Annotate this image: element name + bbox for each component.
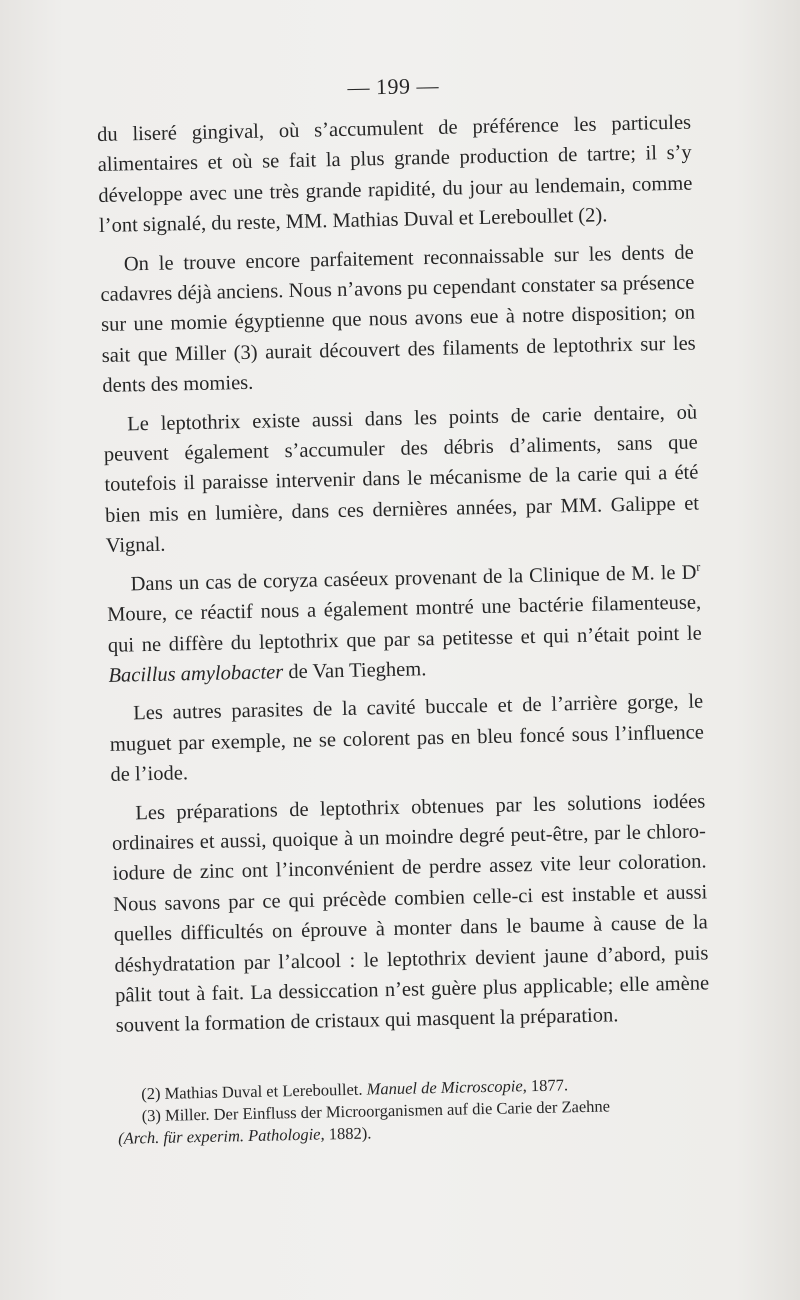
species-name: Bacillus amylobacter bbox=[108, 661, 284, 687]
footnote-3: (3) Miller. Der Einfluss der Microorganismen auf die Carie der Zaehne bbox=[141, 1096, 611, 1126]
page-number: — 199 — bbox=[347, 72, 440, 100]
paragraph-4-start: Dans un cas de coryza caséeux provenant de la Clinique de M. le D bbox=[130, 561, 697, 596]
paragraph-4-middle: Moure, ce réactif nous a également montré une bactérie filamenteuse, qui ne diffère du leptothrix que par sa petitesse et qui n’était point le bbox=[106, 591, 702, 657]
footnotes bbox=[117, 1071, 712, 1149]
footnote-2-text: (2) Mathias Duval et Lereboullet. bbox=[141, 1079, 367, 1104]
paragraph-2: On le trouve encore parfaitement reconnaissable sur les dents de cadavres déjà anciens. Nous n’avons pu cependant constater sa présence sur une momie égyptienne que nous avons eue à notre disposition; on sait que Miller (3) aurait découvert des filaments de leptothrix sur les dents des momies. bbox=[100, 241, 696, 398]
footnote-2-year: , 1877. bbox=[522, 1075, 569, 1096]
paragraph-6: Les préparations de leptothrix obtenues par les solutions iodées ordinaires et aussi, quoique à un moindre degré peut-être, par le chloro-iodure de zinc ont l’inconvénient de perdre assez vite leur coloration. Nous savons par ce qui précède combien celle-ci est instable et aussi quelles difficultés on éprouve à monter dans le baume à cause de la déshydratation par l’alcool : le leptothrix devient jaune d’abord, puis pâlit tout à fait. La dessiccation n’est guère plus applicable; elle amène souvent la formation de cristaux qui masquent la préparation. bbox=[111, 789, 710, 1038]
paragraph-5: Les autres parasites de la cavité buccale et de l’arrière gorge, le muguet par exemple, ne se colorent pas en bleu foncé sous l’influence de l’iode. bbox=[109, 690, 705, 786]
doctor-superscript: r bbox=[696, 559, 701, 574]
footnote-3-journal: (Arch. für experim. Pathologie bbox=[117, 1124, 321, 1148]
page-content bbox=[96, 68, 712, 1150]
footnote-2-title: Manuel de Microscopie bbox=[366, 1076, 523, 1099]
paragraph-4-end: de Van Tieghem. bbox=[282, 658, 427, 684]
footnote-3-year: , 1882). bbox=[320, 1123, 372, 1144]
paragraph-4 bbox=[106, 557, 702, 691]
paragraph-1: du liseré gingival, où s’accumulent de préférence les particules alimentaires et où se fait la plus grande production de tartre; il s’y développe avec une très grande rapidité, du jour au lendemain, comme l’ont signalé, du reste, MM. Mathias Duval et Lereboullet (2). bbox=[96, 111, 693, 238]
paragraph-3: Le leptothrix existe aussi dans les points de carie dentaire, où peuvent également s’accumuler des débris d’aliments, sans que toutefois il paraisse intervenir dans le mécanisme de la carie qui a été bien mis en lumière, dans ces dernières années, par MM. Galippe et Vignal. bbox=[103, 401, 700, 558]
